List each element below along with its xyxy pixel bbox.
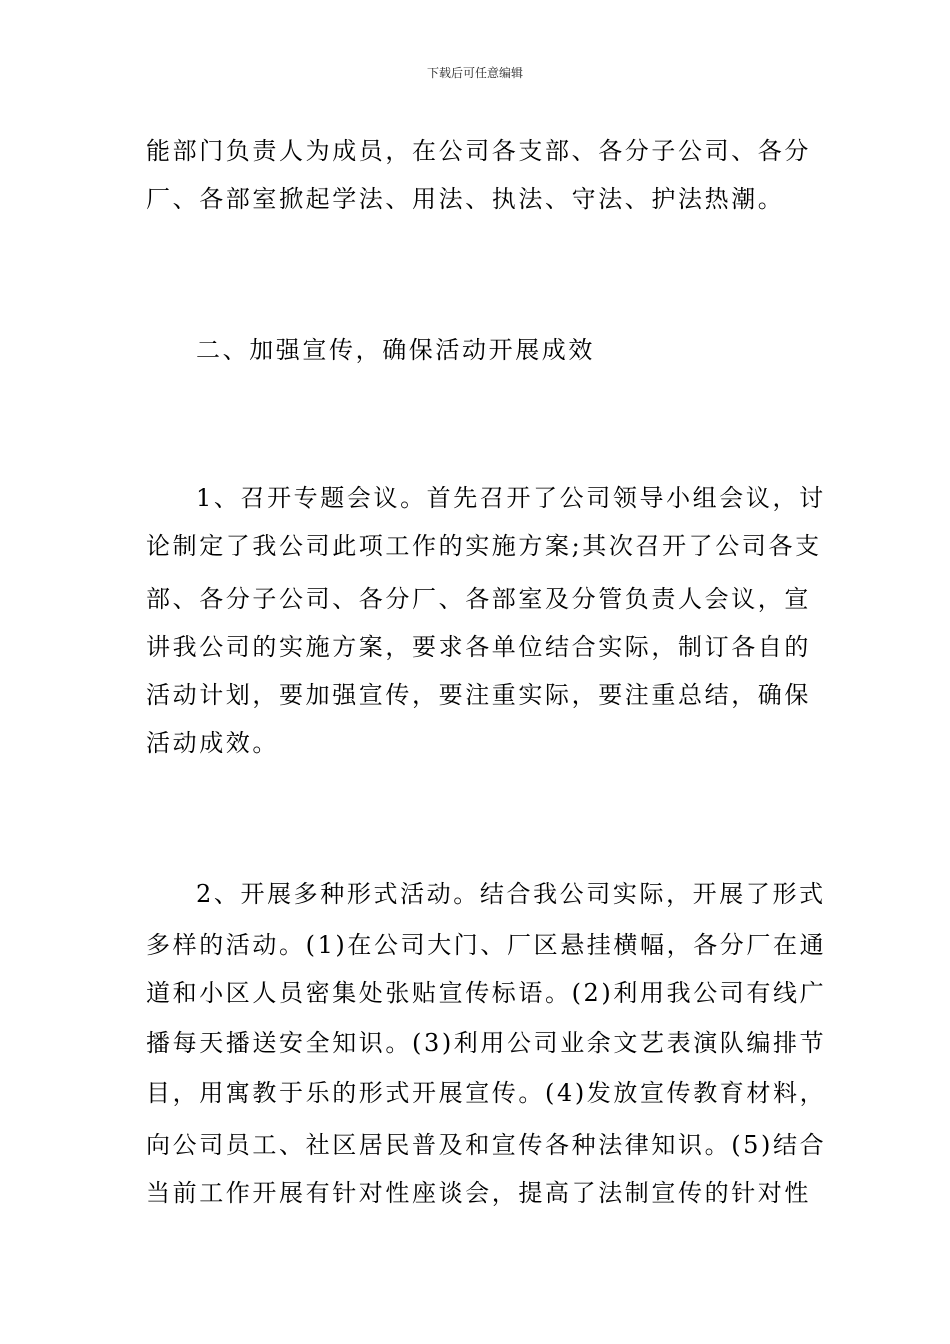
paragraph-3-line-2: 多样的活动。(1)在公司大门、厂区悬挂横幅，各分厂在通 (146, 931, 827, 959)
page-header: 下载后可任意编辑 (426, 66, 523, 80)
paragraph-3-line-4: 播每天播送安全知识。(3)利用公司业余文艺表演队编排节 (146, 1029, 827, 1057)
paragraph-2-line-5: 活动计划，要加强宣传，要注重实际，要注重总结，确保 (146, 681, 811, 709)
paragraph-2-line-4: 讲我公司的实施方案，要求各单位结合实际，制订各自的 (146, 633, 811, 661)
paragraph-3-line-7: 当前工作开展有针对性座谈会，提高了法制宣传的针对性 (146, 1179, 811, 1207)
section-heading-2: 二、加强宣传，确保活动开展成效 (196, 336, 595, 364)
paragraph-3-line-1: 2、开展多种形式活动。结合我公司实际，开展了形式 (196, 880, 826, 908)
paragraph-2-line-3: 部、各分子公司、各分厂、各部室及分管负责人会议，宣 (146, 585, 811, 613)
paragraph-2-line-1: 1、召开专题会议。首先召开了公司领导小组会议，讨 (196, 484, 826, 512)
paragraph-3-line-5: 目，用寓教于乐的形式开展宣传。(4)发放宣传教育材料， (146, 1079, 827, 1107)
paragraph-1-line-1: 能部门负责人为成员，在公司各支部、各分子公司、各分 (146, 137, 811, 165)
paragraph-2-line-2: 论制定了我公司此项工作的实施方案;其次召开了公司各支 (146, 532, 822, 560)
paragraph-3-line-6: 向公司员工、社区居民普及和宣传各种法律知识。(5)结合 (146, 1131, 827, 1159)
paragraph-3-line-3: 道和小区人员密集处张贴宣传标语。(2)利用我公司有线广 (146, 979, 827, 1007)
paragraph-2-line-6: 活动成效。 (146, 729, 279, 757)
paragraph-1-line-2: 厂、各部室掀起学法、用法、执法、守法、护法热潮。 (146, 185, 785, 213)
